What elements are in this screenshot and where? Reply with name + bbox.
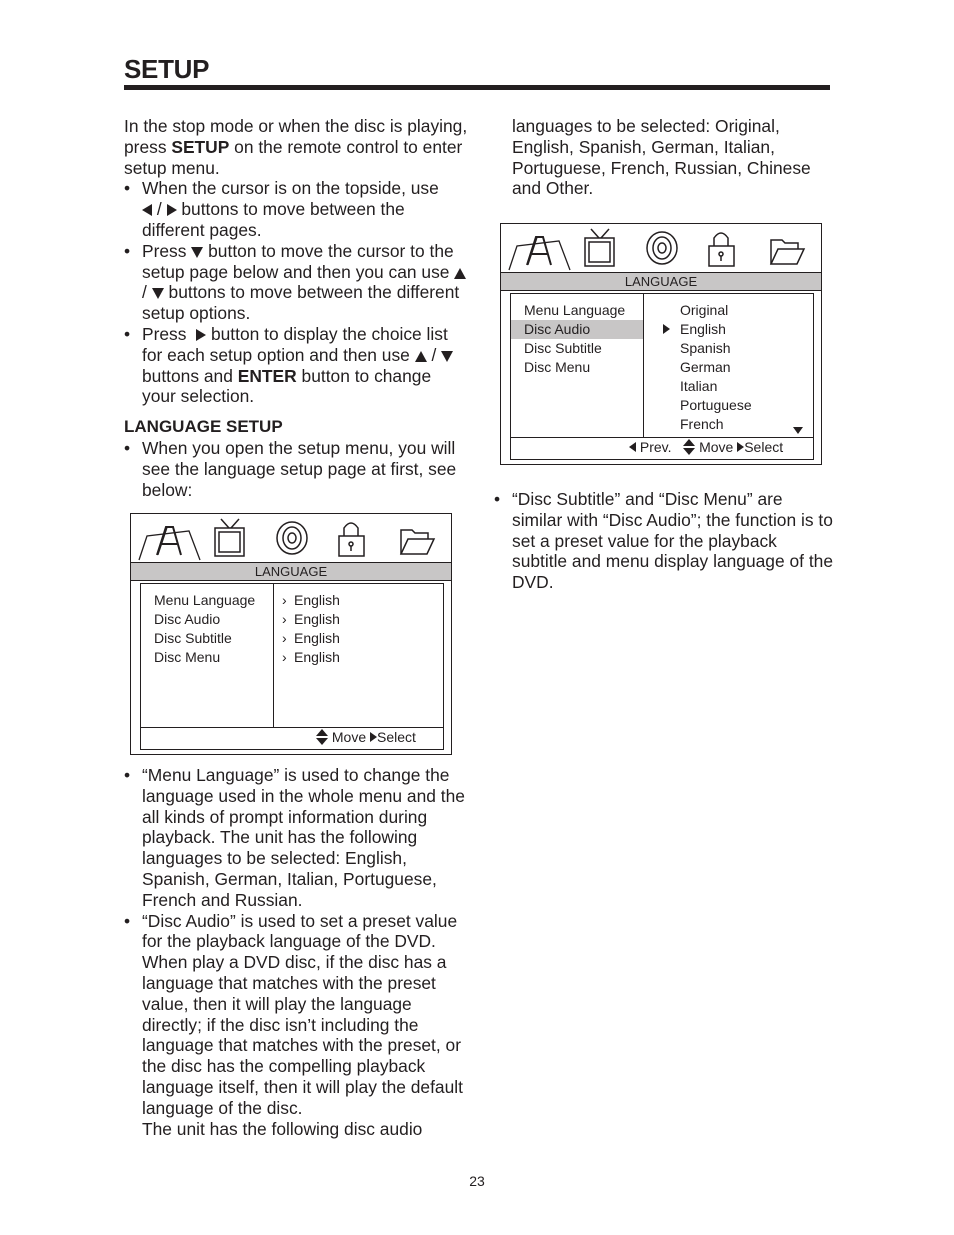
osd-option-list — [154, 591, 255, 667]
disc-icon — [647, 232, 677, 264]
osd-option-disc-menu[interactable]: Disc Menu — [154, 649, 221, 665]
osd-icon-row — [501, 224, 821, 272]
folder-icon — [401, 530, 434, 554]
osd-value[interactable]: › English — [282, 592, 340, 608]
chevron-right-icon: › — [282, 630, 287, 646]
bullet-subtitle-menu: • “Disc Subtitle” and “Disc Menu” are similar with “Disc Audio”; the function is to set a preset value for the playback subtitle and menu display language of the DVD. — [494, 489, 833, 593]
left-column-bottom — [124, 765, 469, 1139]
left-arrow-icon — [142, 204, 152, 216]
down-arrow-icon — [191, 247, 203, 258]
bullet-menu-language: • “Menu Language” is used to change the language used in the whole menu and the all kinds of prompt information during playback. The unit has the following languages to be selected: English, Spanish, German, Italian, Portuguese, French and Russian. — [124, 765, 465, 910]
osd-choice[interactable]: Original — [680, 302, 729, 318]
scroll-down-icon[interactable] — [793, 427, 803, 434]
osd-option-disc-audio-selected[interactable]: Disc Audio — [511, 320, 643, 339]
right-column-top — [512, 116, 830, 199]
page-number: 23 — [469, 1173, 485, 1189]
osd-option-disc-subtitle[interactable]: Disc Subtitle — [524, 340, 602, 356]
page-title: SETUP — [124, 54, 210, 84]
up-arrow-icon — [415, 351, 427, 362]
up-arrow-icon — [454, 268, 466, 279]
osd-option-disc-subtitle[interactable]: Disc Subtitle — [154, 630, 232, 646]
bullet-cursor-nav: • Press button to move the cursor to the setup page below and then you can use / buttons to move between the different setup options. — [124, 241, 469, 324]
osd-option-disc-audio[interactable]: Disc Audio — [154, 611, 221, 627]
osd-settings-panel — [140, 583, 444, 750]
osd-choice[interactable]: French — [680, 416, 724, 432]
osd-choice[interactable]: Italian — [680, 378, 718, 394]
osd-choice-list — [663, 301, 752, 434]
osd-language-bar: LANGUAGE — [131, 562, 451, 581]
chevron-right-icon: › — [282, 649, 287, 665]
osd-language-screen — [130, 513, 452, 755]
right-column-bottom — [494, 489, 834, 593]
osd-value-list — [282, 591, 340, 667]
left-column-top — [124, 116, 469, 500]
right-arrow-icon — [196, 329, 206, 341]
language-icon — [139, 527, 200, 560]
tv-icon — [585, 229, 614, 266]
osd-language-bar: LANGUAGE — [501, 272, 821, 291]
osd-footer: Move Select — [316, 728, 416, 746]
bullet-open-menu: • When you open the setup menu, you will see the language setup page at first, see below: — [124, 437, 457, 500]
folder-icon — [771, 240, 804, 264]
osd-footer: Prev. Move Select — [629, 438, 783, 456]
bullet-disc-audio: • “Disc Audio” is used to set a preset value for the playback language of the DVD. When play a DVD disc, if the disc has a language that matches with the preset value, then it will play the language directly; if the disc isn’t including the language that matches with the preset, or the disc has the compelling playback language itself, then it will play the default language of the disc. — [124, 910, 463, 1118]
osd-option-menu-language[interactable]: Menu Language — [524, 302, 626, 318]
osd-value[interactable]: › English — [282, 630, 340, 646]
selection-pointer-icon — [663, 324, 670, 334]
osd-option-disc-menu[interactable]: Disc Menu — [524, 359, 591, 375]
osd-settings-panel — [510, 293, 814, 460]
chevron-right-icon: › — [282, 592, 287, 608]
disc-audio-languages: languages to be selected: Original, English, Spanish, German, Italian, Portuguese, French, Russian, Chinese and Other. — [512, 116, 811, 199]
language-icon — [509, 237, 570, 270]
right-arrow-icon — [370, 732, 377, 742]
language-setup-heading: LANGUAGE SETUP — [124, 417, 283, 437]
osd-disc-audio-screen — [500, 223, 822, 465]
lock-icon — [339, 523, 364, 556]
disc-audio-continued: The unit has the following disc audio — [142, 1118, 423, 1139]
title-rule — [124, 85, 830, 90]
right-arrow-icon — [167, 204, 177, 216]
osd-choice[interactable]: Portuguese — [680, 397, 752, 413]
bullet-choice-list: • Press button to display the choice list for each setup option and then use / buttons and ENTER button to change your selection. — [124, 324, 469, 407]
tv-icon — [215, 519, 244, 556]
osd-choice[interactable]: German — [680, 359, 731, 375]
left-arrow-icon — [629, 442, 636, 452]
intro-paragraph: In the stop mode or when the disc is playing, press SETUP on the remote control to enter setup menu. — [124, 116, 468, 178]
down-arrow-icon — [152, 288, 164, 299]
osd-choice-selected[interactable]: English — [663, 320, 752, 339]
lock-icon — [709, 233, 734, 266]
up-down-icon — [683, 439, 695, 455]
osd-option-list — [511, 301, 643, 377]
osd-value[interactable]: › English — [282, 611, 340, 627]
up-down-icon — [316, 729, 328, 745]
osd-icon-row — [131, 514, 451, 562]
down-arrow-icon — [441, 351, 453, 362]
osd-choice[interactable]: Spanish — [680, 340, 731, 356]
chevron-right-icon: › — [282, 611, 287, 627]
disc-icon — [277, 522, 307, 554]
osd-option-menu-language[interactable]: Menu Language — [154, 592, 256, 608]
bullet-page-nav: • When the cursor is on the topside, use / buttons to move between the different pages. — [124, 178, 439, 240]
osd-value[interactable]: › English — [282, 649, 340, 665]
